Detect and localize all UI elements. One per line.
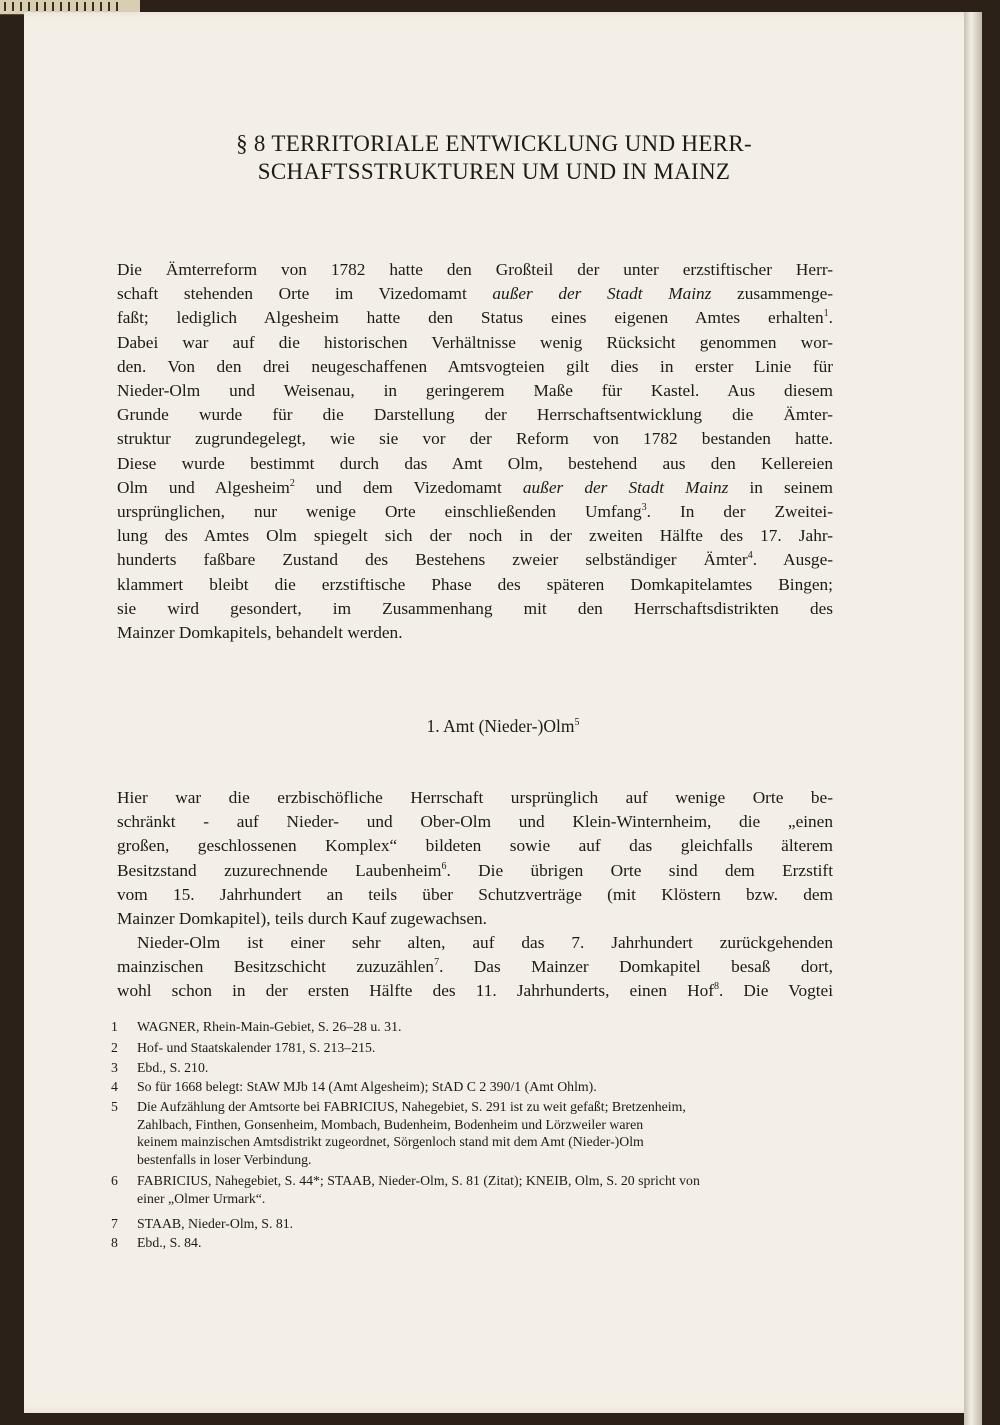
text-line: vom 15. Jahrhundert an teils über Schutzverträge (mit Klöstern bzw. dem bbox=[117, 884, 833, 904]
text-line: Die Ämterreform von 1782 hatte den Großteil der unter erzstiftischer Herr- bbox=[117, 260, 833, 279]
heading-line-1: § 8 TERRITORIALE ENTWICKLUNG UND HERR- bbox=[236, 131, 752, 156]
text-line: Hier war die erzbischöfliche Herrschaft ursprünglich auf wenige Orte be- bbox=[117, 788, 833, 807]
section-subheading: 1. Amt (Nieder-)Olm$^5$ bbox=[426, 716, 580, 736]
text-line: schränkt - auf Nieder- und Ober-Olm und Klein-Winternheim, die „einen bbox=[117, 812, 833, 832]
text-line: den. Von den drei neugeschaffenen Amtsvogteien gilt dies in erster Linie für bbox=[117, 356, 833, 376]
text-line: ursprünglichen, nur wenige Orte einschließenden Umfang$^3$. In der Zweitei- bbox=[117, 502, 833, 522]
footnote-number: 4 bbox=[111, 1079, 118, 1094]
paragraph-2 bbox=[117, 786, 833, 931]
text-line: faßt; lediglich Algesheim hatte den Status eines eigenen Amtes erhalten$^1$. bbox=[117, 308, 833, 328]
text-line: Mainzer Domkapitels, behandelt werden. bbox=[117, 623, 403, 643]
footnote-number: 5 bbox=[111, 1099, 118, 1114]
text-line: hunderts faßbare Zustand des Bestehens zweier selbständiger Ämter$^4$. Ausge- bbox=[117, 550, 833, 570]
footnote-number: 8 bbox=[111, 1235, 118, 1250]
text-line: wohl schon in der ersten Hälfte des 11. Jahrhunderts, einen Hof$^8$. Die Vogtei bbox=[117, 981, 833, 1001]
footnote-number: 1 bbox=[111, 1019, 118, 1034]
footnote-ref: 4 bbox=[747, 550, 753, 562]
footnote-ref: 3 bbox=[641, 502, 647, 514]
book-page bbox=[24, 12, 982, 1413]
text-line: Dabei war auf die historischen Verhältnisse wenig Rücksicht genommen wor- bbox=[117, 332, 833, 352]
footnote-text: Ebd., S. 84. bbox=[137, 1235, 202, 1250]
footnote-ref: 5 bbox=[574, 717, 580, 729]
text-line: großen, geschlossenen Komplex“ bildeten sowie auf das gleichfalls älterem bbox=[117, 836, 833, 856]
footnote-ref: 2 bbox=[289, 478, 295, 490]
footnote-text: STAAB, Nieder-Olm, S. 81. bbox=[137, 1216, 294, 1231]
footnote-text: FABRICIUS, Nahegebiet, S. 44*; STAAB, Nieder-Olm, S. 81 (Zitat); KNEIB, Olm, S. 20 spricht von einer „Olmer Urmark“. bbox=[137, 1173, 700, 1206]
footnote-text: Hof- und Staatskalender 1781, S. 213–215. bbox=[137, 1040, 376, 1055]
paragraph-1 bbox=[117, 258, 833, 645]
text-line: sie wird gesondert, im Zusammenhang mit den Herrschaftsdistrikten des bbox=[117, 598, 833, 618]
footnote-text: So für 1668 belegt: StAW MJb 14 (Amt Algesheim); StAD C 2 390/1 (Amt Ohlm). bbox=[137, 1079, 597, 1094]
footnote-text: Die Aufzählung der Amtsorte bei FABRICIUS, Nahegebiet, S. 291 ist zu weit gefaßt; Bretzenheim, Zahlbach, Finthen, Gonsenheim, Mombach, Budenheim, Bodenheim und Lörzweiler waren keinem mainzischen Amtsdistrikt zugeordnet, Sörgenloch stand mit dem Amt (Nieder-)Olm bestenfalls in loser Verbindung. bbox=[137, 1099, 686, 1167]
text-line: Nieder-Olm und Weisenau, in geringerem Maße für Kastel. Aus diesem bbox=[117, 381, 833, 401]
text-line: schaft stehenden Orte im Vizedomamt außer der Stadt Mainz zusammenge- bbox=[117, 284, 834, 304]
text-line: klammert bleibt die erzstiftische Phase des späteren Domkapitelamtes Bingen; bbox=[117, 574, 833, 594]
text-line: mainzischen Besitzschicht zuzuzählen$^7$. Das Mainzer Domkapitel besaß dort, bbox=[117, 957, 833, 977]
text-line: Grunde wurde für die Darstellung der Herrschaftsentwicklung die Ämter- bbox=[117, 405, 833, 425]
text-line: Diese wurde bestimmt durch das Amt Olm, bestehend aus den Kellereien bbox=[117, 453, 833, 473]
text-line: Nieder-Olm ist einer sehr alten, auf das 7. Jahrhundert zurückgehenden bbox=[137, 933, 833, 952]
footnote-ref: 8 bbox=[713, 981, 719, 993]
footnote-text: WAGNER, Rhein-Main-Gebiet, S. 26–28 u. 31. bbox=[137, 1019, 402, 1034]
paragraph-3 bbox=[117, 931, 833, 1004]
chapter-heading bbox=[94, 130, 894, 186]
footnote-number: 7 bbox=[111, 1216, 118, 1231]
footnote-ref: 1 bbox=[823, 308, 829, 320]
text-line: Mainzer Domkapitel), teils durch Kauf zugewachsen. bbox=[117, 909, 487, 929]
text-line: Olm und Algesheim$^2$ und dem Vizedomamt außer der Stadt Mainz in seinem bbox=[117, 477, 833, 497]
footnote-text: Ebd., S. 210. bbox=[137, 1060, 209, 1075]
heading-line-2: SCHAFTSSTRUKTUREN UM UND IN MAINZ bbox=[257, 159, 731, 184]
footnote-number: 6 bbox=[111, 1173, 118, 1188]
footnote-number: 3 bbox=[111, 1060, 118, 1075]
footnote-ref: 7 bbox=[434, 957, 440, 969]
footnote-ref: 6 bbox=[441, 860, 447, 872]
text-line: lung des Amtes Olm spiegelt sich der noch in der zweiten Hälfte des 17. Jahr- bbox=[117, 526, 833, 546]
footnote-number: 2 bbox=[111, 1040, 118, 1055]
text-line: struktur zugrundegelegt, wie sie vor der Reform von 1782 bestanden hatte. bbox=[117, 429, 833, 449]
text-line: Besitzstand zuzurechnende Laubenheim$^6$. Die übrigen Orte sind dem Erzstift bbox=[117, 860, 833, 880]
